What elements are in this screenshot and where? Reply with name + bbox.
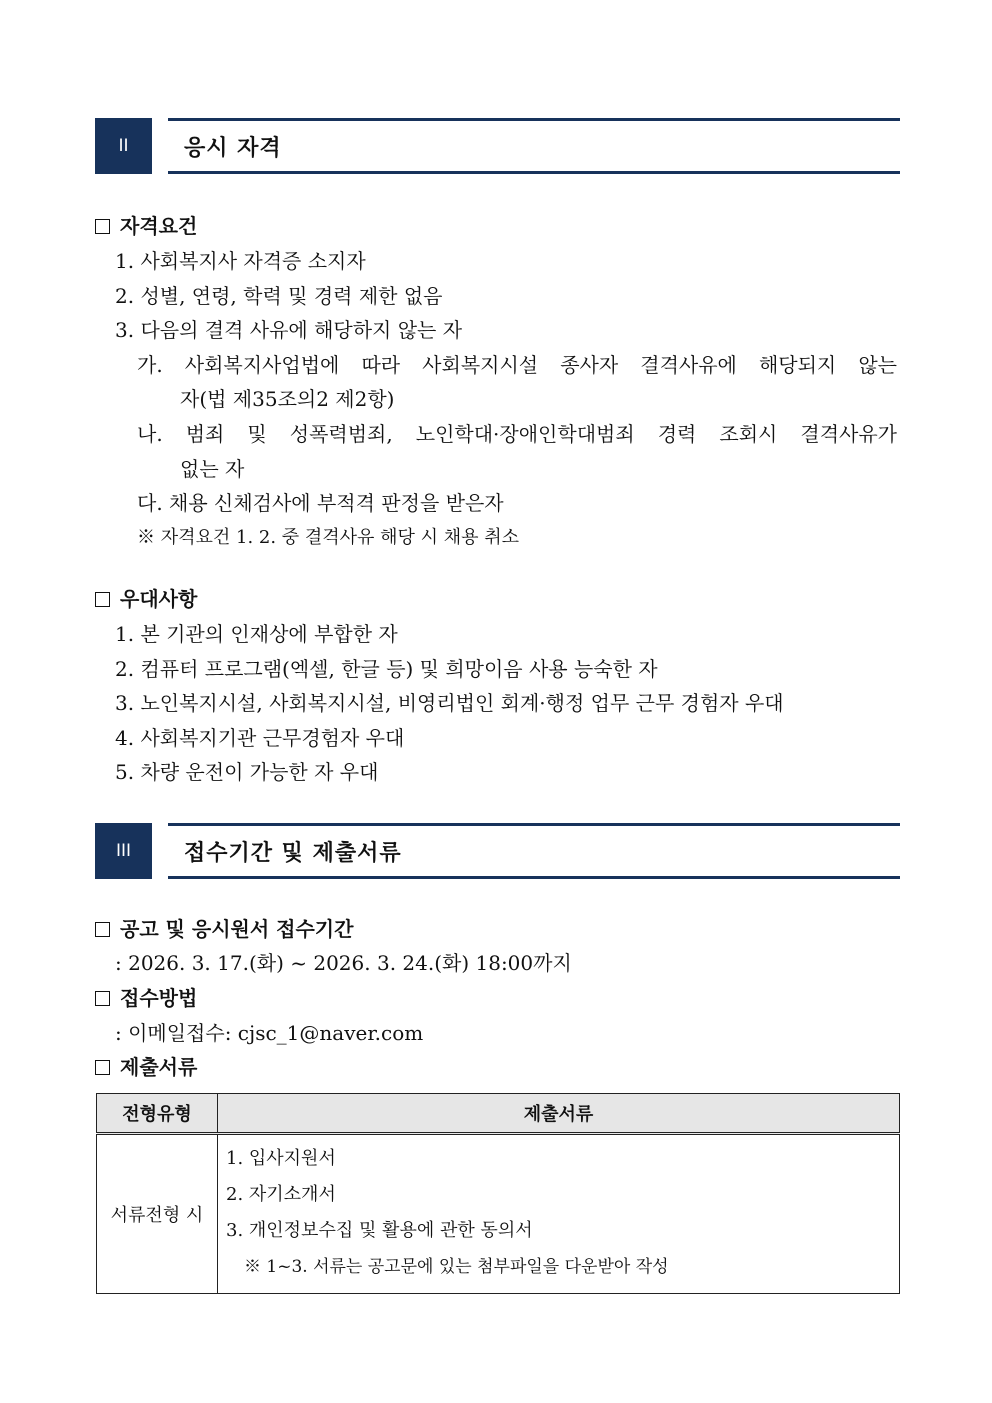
documents-heading: 제출서류: [95, 1055, 197, 1079]
method-value: : 이메일접수: cjsc_1@naver.com: [115, 1021, 424, 1045]
qualification-sub-item-a-line1: 가. 사회복지사업법에 따라 사회복지시설 종사자 결격사유에 해당되지 않는: [137, 353, 897, 377]
document-note: ※ 1~3. 서류는 공고문에 있는 첨부파일을 다운받아 작성: [244, 1257, 669, 1277]
document-item-2: 2. 자기소개서: [226, 1184, 336, 1205]
table-header-row: [97, 1094, 900, 1134]
qualification-note: ※ 자격요건 1. 2. 중 결격사유 해당 시 채용 취소: [137, 527, 520, 548]
qualification-sub-item-b-line2: 없는 자: [180, 457, 245, 481]
column-header-type: 전형유형: [97, 1094, 218, 1134]
section-2-number: II: [95, 118, 152, 174]
qualification-sub-item-a-line2: 자(법 제35조의2 제2항): [180, 387, 395, 411]
documents-table: [96, 1093, 900, 1294]
preference-item-2: 2. 컴퓨터 프로그램(엑셀, 한글 등) 및 희망이음 사용 능숙한 자: [115, 657, 658, 681]
preferences-heading: 우대사항: [95, 587, 197, 611]
screening-type-cell: 서류전형 시: [97, 1134, 218, 1294]
period-value: : 2026. 3. 17.(화) ~ 2026. 3. 24.(화) 18:00까지: [115, 951, 572, 975]
qualification-sub-item-c: 다. 채용 신체검사에 부적격 판정을 받은자: [137, 491, 504, 515]
checkbox-square-icon: [95, 991, 110, 1006]
preference-item-5: 5. 차량 운전이 가능한 자 우대: [115, 760, 379, 784]
section-2-header: [95, 118, 900, 174]
table-row: [97, 1134, 900, 1294]
document-item-1: 1. 입사지원서: [226, 1148, 336, 1169]
period-heading: 공고 및 응시원서 접수기간: [95, 917, 353, 941]
checkbox-square-icon: [95, 1060, 110, 1075]
qualifications-heading: 자격요건: [95, 214, 197, 238]
qualification-sub-item-b-line1: 나. 범죄 및 성폭력범죄, 노인학대·장애인학대범죄 경력 조회시 결격사유가: [137, 422, 897, 446]
document-item-3: 3. 개인정보수집 및 활용에 관한 동의서: [226, 1220, 533, 1241]
qualification-item-1: 1. 사회복지사 자격증 소지자: [115, 249, 366, 273]
documents-cell: [218, 1134, 900, 1294]
preference-item-4: 4. 사회복지기관 근무경험자 우대: [115, 726, 405, 750]
qualification-item-3: 3. 다음의 결격 사유에 해당하지 않는 자: [115, 318, 463, 342]
checkbox-square-icon: [95, 592, 110, 607]
preference-item-3: 3. 노인복지시설, 사회복지시설, 비영리법인 회계·행정 업무 근무 경험자 우대: [115, 691, 784, 715]
qualification-item-2: 2. 성별, 연령, 학력 및 경력 제한 없음: [115, 284, 443, 308]
section-3-number: III: [95, 823, 152, 879]
checkbox-square-icon: [95, 922, 110, 937]
method-heading: 접수방법: [95, 986, 197, 1010]
checkbox-square-icon: [95, 219, 110, 234]
column-header-documents: 제출서류: [218, 1094, 900, 1134]
preference-item-1: 1. 본 기관의 인재상에 부합한 자: [115, 622, 398, 646]
section-3-header: [95, 823, 900, 879]
section-2-title: 응시 자격: [168, 118, 900, 174]
section-3-title: 접수기간 및 제출서류: [168, 823, 900, 879]
